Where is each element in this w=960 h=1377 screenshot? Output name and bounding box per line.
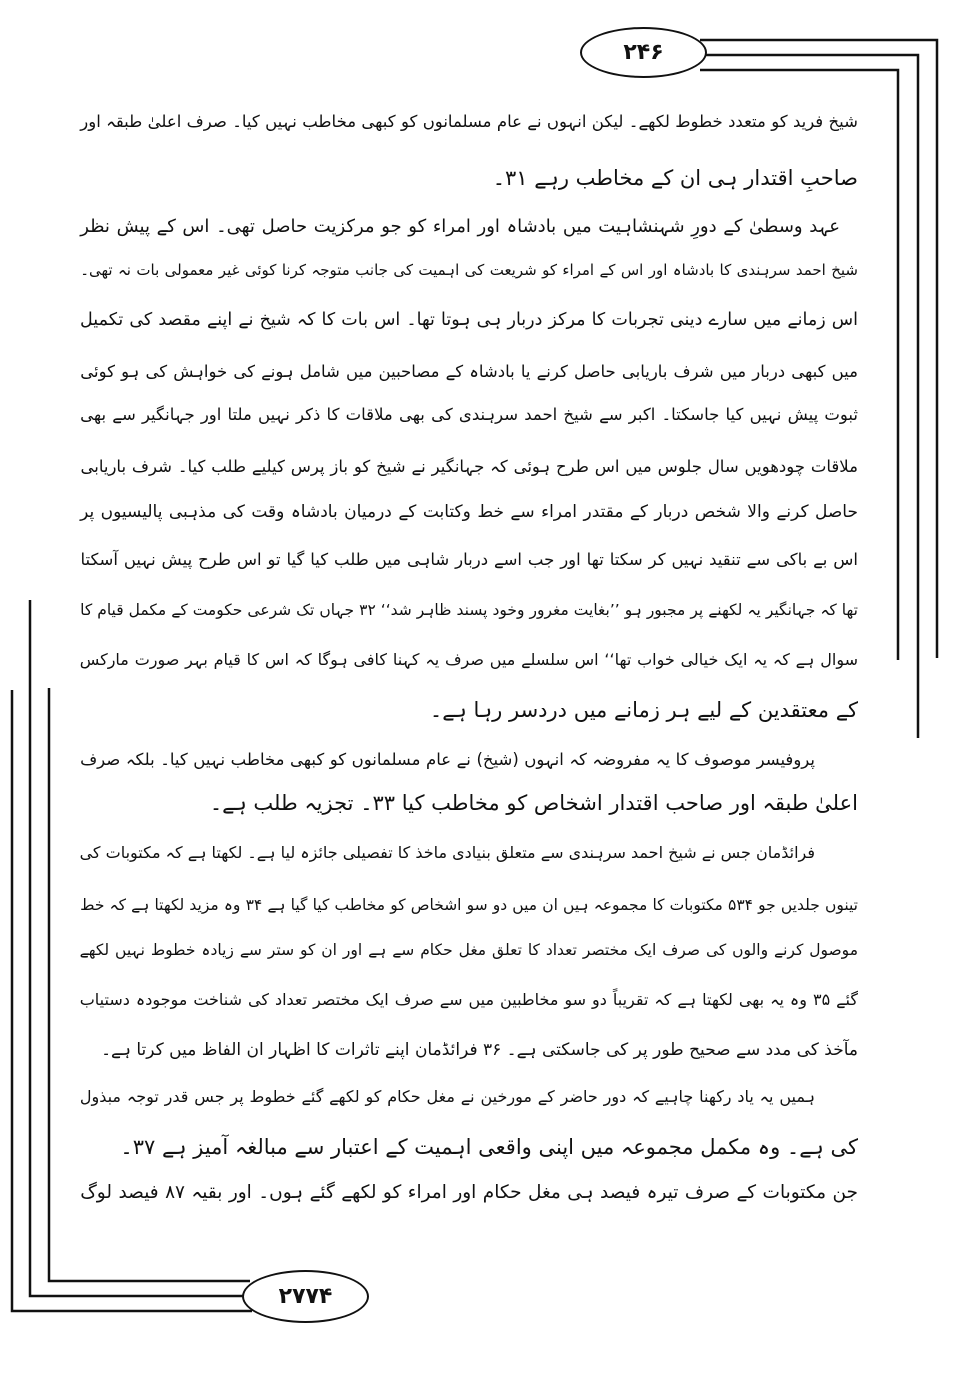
- text-line-content: شیخ احمد سرہندی کا بادشاہ اور اس کے امراء کو شریعت کی اہمیت کی جانب متوجہ کرنا کوئی غیر معمولی بات نہ تھی۔: [80, 261, 858, 279]
- paragraph-start-line: [80, 740, 815, 780]
- text-line-content: تھا کہ جہانگیر یہ لکھنے پر مجبور ہو ’’بغایت مغرور وخود پسند ظاہر شد‘‘ ۳۲ جہاں تک شرعی حکومت کے مکمل قیام کا: [80, 601, 858, 619]
- paragraph-start-line: [80, 1077, 815, 1117]
- text-line: [80, 980, 858, 1020]
- text-line-content: گئے ۳۵ وہ یہ بھی لکھتا ہے کہ تقریباً دو سو مخاطبین میں سے صرف ایک مختصر تعداد کی شناخت موجودہ دستیاب: [79, 990, 858, 1009]
- text-line-content: جن مکتوبات کے صرف تیرہ فیصد ہی مغل حکام اور امراء کو لکھے گئے ہوں۔ اور بقیہ ۸۷ فیصد لوگ: [80, 1182, 858, 1203]
- text-line: [80, 885, 858, 925]
- text-line: [80, 1127, 858, 1167]
- text-line-content: تینوں جلدیں جو ۵۳۴ مکتوبات کا مجموعہ ہیں ان میں دو سو اشخاص کو مخاطب کیا گیا ہے ۳۴ وہ مزید لکھتا ہے کہ خط: [80, 896, 858, 914]
- text-line-content: حاصل کرنے والا شخص دربار کے مقتدر امراء سے خط وکتابت کے درمیان بادشاہ وقت کی مذہبی پالیسیوں پر: [80, 502, 858, 522]
- text-line-content: مآخذ کی مدد سے صحیح طور پر کی جاسکتی ہے۔ ۳۶ فرائڈمان اپنے تاثرات کا اظہار ان الفاظ میں کرتا ہے۔: [101, 1040, 858, 1060]
- text-line-content: کے معتقدین کے لیے ہر زمانے میں دردسر رہا ہے۔: [429, 698, 858, 722]
- text-line: [80, 158, 858, 198]
- text-line-content: پروفیسر موصوف کا یہ مفروضہ کہ انہوں (شیخ) نے عام مسلمانوں کو کبھی مخاطب نہیں کیا۔ بلکہ صرف: [80, 750, 815, 769]
- text-line: [80, 540, 858, 580]
- text-line: [80, 395, 858, 435]
- paragraph-start-line: [80, 833, 815, 873]
- text-line-content: صاحبِ اقتدار ہی ان کے مخاطب رہے ۳۱۔: [492, 166, 858, 190]
- text-line: [80, 352, 858, 392]
- text-line: [80, 250, 858, 290]
- text-line: [80, 1173, 858, 1213]
- text-line-content: فرائڈمان جس نے شیخ احمد سرہندی سے متعلق بنیادی ماخذ کا تفصیلی جائزہ لیا ہے۔ لکھتا ہے کہ مکتوبات کی: [79, 843, 815, 862]
- text-line-content: کی ہے۔ وہ مکمل مجموعہ میں اپنی واقعی اہمیت کے اعتبار سے مبالغہ آمیز ہے ۳۷۔: [120, 1135, 858, 1159]
- text-line: [80, 690, 858, 730]
- text-line-content: عہد وسطیٰ کے دورِ شہنشاہیت میں بادشاہ اور امراء کو جو مرکزیت حاصل تھی۔ اس کے پیش نظر: [80, 216, 840, 237]
- text-line: [80, 447, 858, 487]
- text-line-content: سوال ہے کہ یہ ایک خیالی خواب تھا‘‘ اس سلسلے میں صرف یہ کہنا کافی ہوگا کہ اس کا قیام بہر صورت مارکس: [79, 650, 858, 669]
- text-line-content: ثبوت پیش نہیں کیا جاسکتا۔ اکبر سے شیخ احمد سرہندی کی بھی ملاقات کا ذکر نہیں ملتا اور جہانگیر سے بھی: [80, 405, 858, 424]
- text-line-content: اعلیٰ طبقہ اور صاحب اقتدار اشخاص کو مخاطب کیا ۳۳۔ تجزیہ طلب ہے۔: [209, 791, 858, 815]
- top-page-number: [580, 27, 707, 78]
- text-line: [80, 590, 858, 630]
- text-line-content: موصول کرنے والوں کی صرف ایک مختصر تعداد کا تعلق مغل حکام سے ہے اور ان کو ستر سے زیادہ خطوط نہیں لکھے: [79, 941, 858, 959]
- text-line: [80, 102, 858, 142]
- text-line-content: اس بے باکی سے تنقید نہیں کر سکتا تھا اور جب اسے دربار شاہی میں طلب کیا گیا تو اس طرح پیش نہیں آسکتا: [80, 550, 858, 569]
- text-line-content: ہمیں یہ یاد رکھنا چاہیے کہ دور حاضر کے مورخین نے مغل حکام کو لکھے گئے خطوط پر جس قدر توجہ مبذول: [79, 1087, 815, 1106]
- paragraph-start-line: [80, 207, 840, 247]
- text-line-content: اس زمانے میں سارے دینی تجربات کا مرکز دربار ہی ہوتا تھا۔ اس بات کا کہ شیخ نے اپنے مقصد کی تکمیل: [80, 310, 858, 330]
- text-line: [80, 300, 858, 340]
- text-line: [80, 930, 858, 970]
- text-line: [80, 783, 858, 823]
- text-line: [80, 1030, 858, 1070]
- text-line: [80, 492, 858, 532]
- bottom-page-number-text: ۲۷۷۴: [278, 1284, 333, 1309]
- top-page-number-text: ۲۴۶: [623, 40, 664, 65]
- text-line-content: ملاقات چودھویں سال جلوس میں اس طرح ہوئی کہ جہانگیر نے شیخ کو باز پرس کیلیے طلب کیا۔ شرف باریابی: [80, 457, 858, 476]
- text-line: [80, 640, 858, 680]
- bottom-page-number: [242, 1270, 369, 1323]
- text-line-content: شیخ فرید کو متعدد خطوط لکھے۔ لیکن انہوں نے عام مسلمانوں کو کبھی مخاطب نہیں کیا۔ صرف اعلیٰ طبقہ اور: [80, 112, 858, 131]
- text-line-content: میں کبھی دربار میں شرف باریابی حاصل کرنے یا بادشاہ کے مصاحبین میں شامل ہونے کی خواہش کی ہو کوئی: [80, 362, 858, 381]
